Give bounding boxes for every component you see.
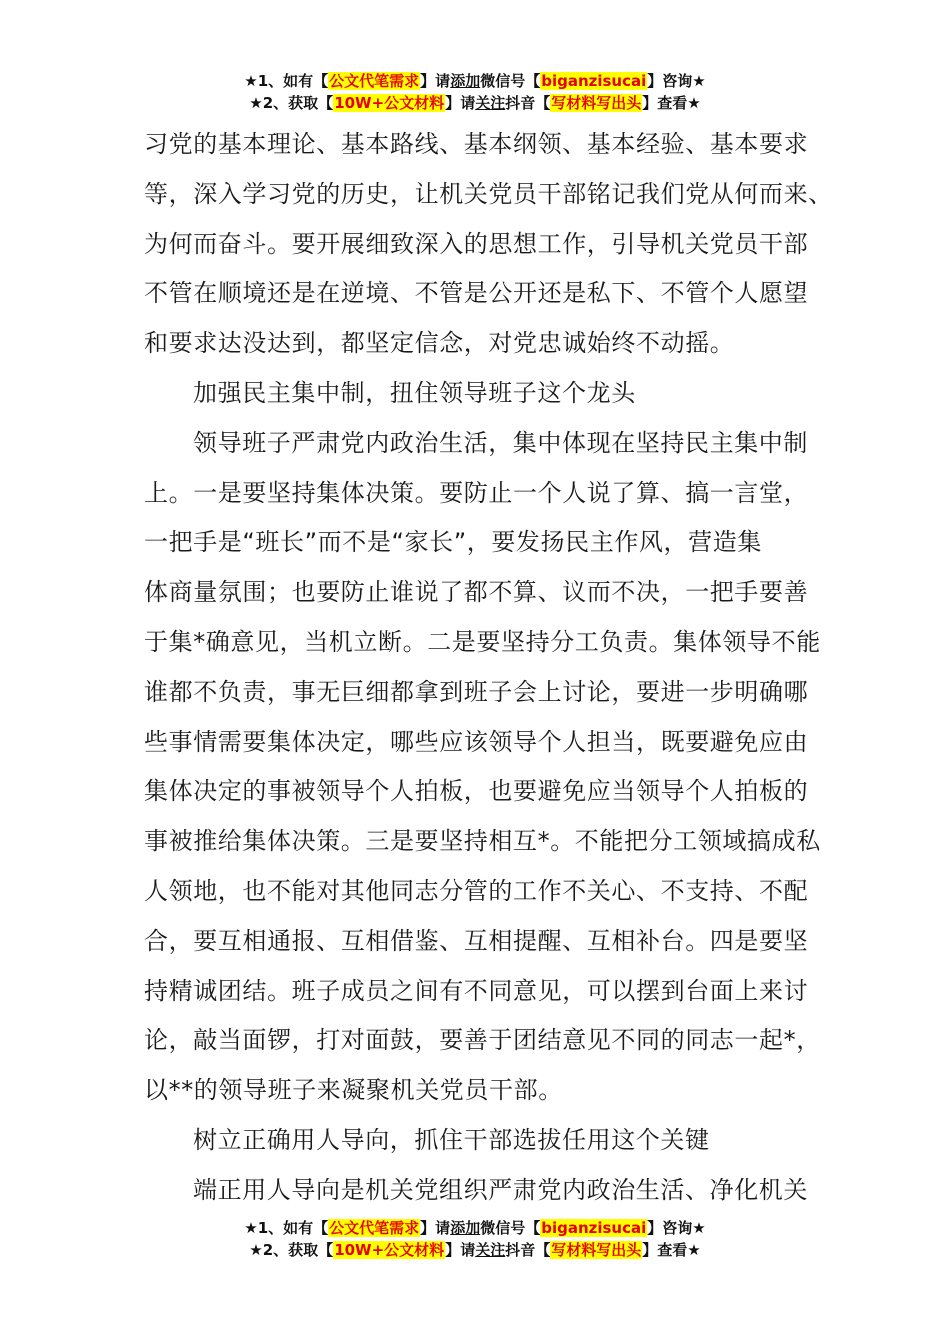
body-line: 事被推给集体决策。三是要坚持相互*。不能把分工领域搞成私: [144, 827, 821, 856]
body-line: 持精诚团结。班子成员之间有不同意见，可以摆到台面上来讨: [144, 976, 809, 1005]
body-line: 谁都不负责，事无巨细都拿到班子会上讨论，要进一步明确哪: [144, 677, 809, 706]
highlight-wechat-id: biganzisucai: [541, 1219, 647, 1237]
highlight-materials: 10W+公文材料: [334, 1241, 445, 1259]
body-line: 不管在顺境还是在逆境、不管是公开还是私下、不管个人愿望: [144, 279, 809, 308]
highlight-douyin-id: 写材料写出头: [551, 1241, 642, 1259]
highlight-service: 公文代笔需求: [329, 72, 420, 90]
document-body: [144, 120, 833, 1216]
body-line: 一把手是“班长”而不是“家长”，要发扬民主作风，营造集: [144, 528, 762, 557]
body-line: 论，敲当面锣，打对面鼓，要善于团结意见不同的同志一起*，: [144, 1026, 821, 1055]
header-banner: [0, 70, 950, 114]
footer-banner: [0, 1217, 950, 1261]
body-line: 合，要互相通报、互相借鉴、互相提醒、互相补台。四是要坚: [144, 926, 809, 955]
banner-line-1: ★1、如有【公文代笔需求】请添加微信号【biganzisucai】咨询★: [244, 1219, 706, 1237]
highlight-service: 公文代笔需求: [329, 1219, 420, 1237]
body-line: 上。一是要坚持集体决策。要防止一个人说了算、搞一言堂，: [144, 478, 809, 507]
body-line: 等，深入学习党的历史，让机关党员干部铭记我们党从何而来、: [144, 179, 833, 208]
body-line: 和要求达没达到，都坚定信念，对党忠诚始终不动摇。: [144, 329, 735, 358]
highlight-materials: 10W+公文材料: [334, 94, 445, 112]
body-line: 人领地，也不能对其他同志分管的工作不关心、不支持、不配: [144, 876, 809, 905]
highlight-douyin-id: 写材料写出头: [551, 94, 642, 112]
banner-line-2: ★2、获取【10W+公文材料】请关注抖音【写材料写出头】查看★: [249, 1241, 701, 1259]
body-line: 以**的领导班子来凝聚机关党员干部。: [144, 1076, 563, 1105]
paragraph-start: 领导班子严肃党内政治生活，集中体现在坚持民主集中制: [193, 428, 808, 457]
body-line: 于集*确意见，当机立断。二是要坚持分工负责。集体领导不能: [144, 627, 821, 656]
banner-line-1: ★1、如有【公文代笔需求】请添加微信号【biganzisucai】咨询★: [244, 72, 706, 90]
banner-line-2: ★2、获取【10W+公文材料】请关注抖音【写材料写出头】查看★: [249, 94, 701, 112]
body-line: 些事情需要集体决定，哪些应该领导个人担当，既要避免应由: [144, 727, 809, 756]
body-line: 集体决定的事被领导个人拍板，也要避免应当领导个人拍板的: [144, 777, 809, 806]
section-heading: 加强民主集中制，扭住领导班子这个龙头: [193, 378, 636, 407]
body-line: 体商量氛围；也要防止谁说了都不算、议而不决，一把手要善: [144, 578, 809, 607]
body-line: 为何而奋斗。要开展细致深入的思想工作，引导机关党员干部: [144, 229, 809, 258]
body-line: 习党的基本理论、基本路线、基本纲领、基本经验、基本要求: [144, 130, 809, 158]
paragraph-start: 端正用人导向是机关党组织严肃党内政治生活、净化机关: [193, 1175, 808, 1204]
section-heading: 树立正确用人导向，抓住干部选拔任用这个关键: [193, 1125, 710, 1154]
highlight-wechat-id: biganzisucai: [541, 72, 647, 90]
